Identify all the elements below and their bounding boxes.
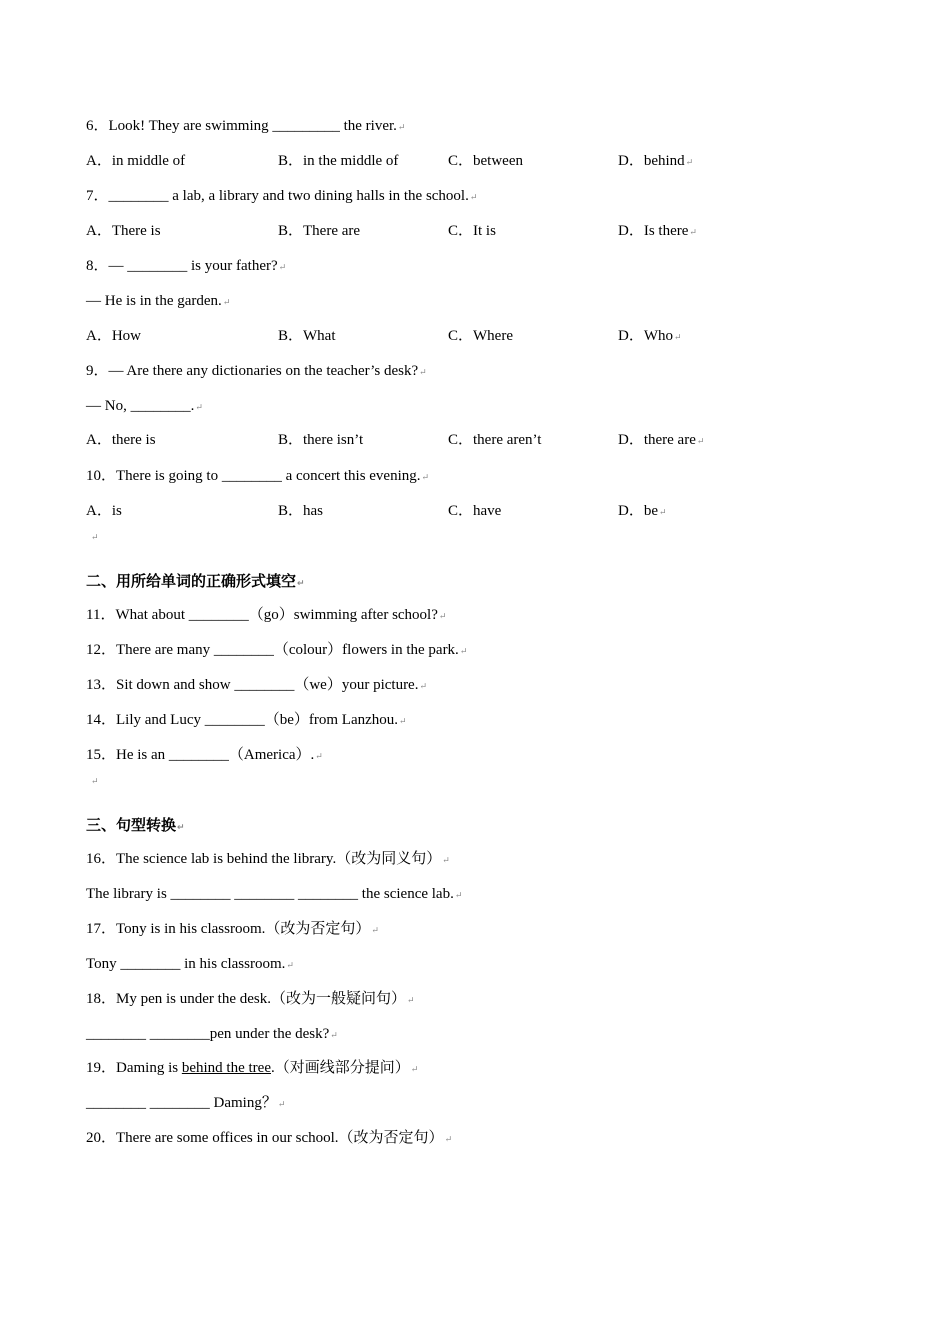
question-19-stem: 19．Daming is behind the tree.（对画线部分提问）↵ <box>86 1060 419 1076</box>
option-c[interactable]: C．have <box>448 503 502 519</box>
question-11: 11．What about ________（go）swimming after school?↵ <box>86 607 447 623</box>
option-b[interactable]: B．there isn’t <box>278 432 364 448</box>
question-12: 12．There are many ________（colour）flowers in the park.↵ <box>86 642 468 658</box>
option-d[interactable]: D．there are↵ <box>618 432 705 448</box>
question-13: 13．Sit down and show ________（we）your picture.↵ <box>86 677 428 693</box>
question-10-stem: 10．There is going to ________ a concert this evening.↵ <box>86 468 430 484</box>
option-a[interactable]: A．How <box>86 328 141 344</box>
question-9-reply: — No, ________.↵ <box>86 398 203 414</box>
question-8-stem: 8．— ________ is your father?↵ <box>86 258 287 274</box>
option-d[interactable]: D．behind↵ <box>618 153 694 169</box>
option-c[interactable]: C．between <box>448 153 523 169</box>
question-8-reply: — He is in the garden.↵ <box>86 293 231 309</box>
question-19-answer: ________ ________ Daming？↵ <box>86 1095 286 1111</box>
question-17-answer: Tony ________ in his classroom.↵ <box>86 956 294 972</box>
question-10-options <box>86 501 786 521</box>
question-17-stem: 17．Tony is in his classroom.（改为否定句）↵ <box>86 921 379 937</box>
section-2-title: 二、用所给单词的正确形式填空↵ <box>86 572 305 590</box>
option-a[interactable]: A．There is <box>86 223 161 239</box>
question-18-stem: 18．My pen is under the desk.（改为一般疑问句）↵ <box>86 991 415 1007</box>
question-7-stem: 7．________ a lab, a library and two dining halls in the school.↵ <box>86 188 478 204</box>
option-b[interactable]: B．has <box>278 503 324 519</box>
question-16-stem: 16．The science lab is behind the library.（改为同义句）↵ <box>86 851 450 867</box>
option-a[interactable]: A．in middle of <box>86 153 186 169</box>
option-d[interactable]: D．be↵ <box>618 503 667 519</box>
option-d[interactable]: D．Is there↵ <box>618 223 697 239</box>
question-7-options <box>86 221 786 241</box>
section-3-title: 三、句型转换↵ <box>86 816 185 834</box>
option-b[interactable]: B．What <box>278 328 336 344</box>
question-16-answer: The library is ________ ________ ________ the science lab.↵ <box>86 886 463 902</box>
option-a[interactable]: A．there is <box>86 432 156 448</box>
question-8-options <box>86 326 786 346</box>
question-9-options <box>86 430 786 450</box>
question-9-stem: 9．— Are there any dictionaries on the teacher’s desk?↵ <box>86 363 427 379</box>
option-a[interactable]: A．is <box>86 503 122 519</box>
question-6-stem: 6．Look! They are swimming _________ the river.↵ <box>86 118 406 134</box>
option-d[interactable]: D．Who↵ <box>618 328 682 344</box>
question-15: 15．He is an ________（America）.↵ <box>86 747 323 763</box>
question-14: 14．Lily and Lucy ________（be）from Lanzhou.↵ <box>86 712 407 728</box>
option-c[interactable]: C．there aren’t <box>448 432 542 448</box>
empty-paragraph: ↵ <box>91 532 99 542</box>
option-b[interactable]: B．in the middle of <box>278 153 399 169</box>
underlined-phrase: behind the tree <box>181 1060 271 1076</box>
empty-paragraph: ↵ <box>91 776 99 786</box>
option-b[interactable]: B．There are <box>278 223 361 239</box>
question-20-stem: 20．There are some offices in our school.（改为否定句）↵ <box>86 1130 453 1146</box>
option-c[interactable]: C．It is <box>448 223 496 239</box>
question-6-options <box>86 151 786 171</box>
option-c[interactable]: C．Where <box>448 328 513 344</box>
question-18-answer: ________ ________pen under the desk?↵ <box>86 1026 338 1042</box>
